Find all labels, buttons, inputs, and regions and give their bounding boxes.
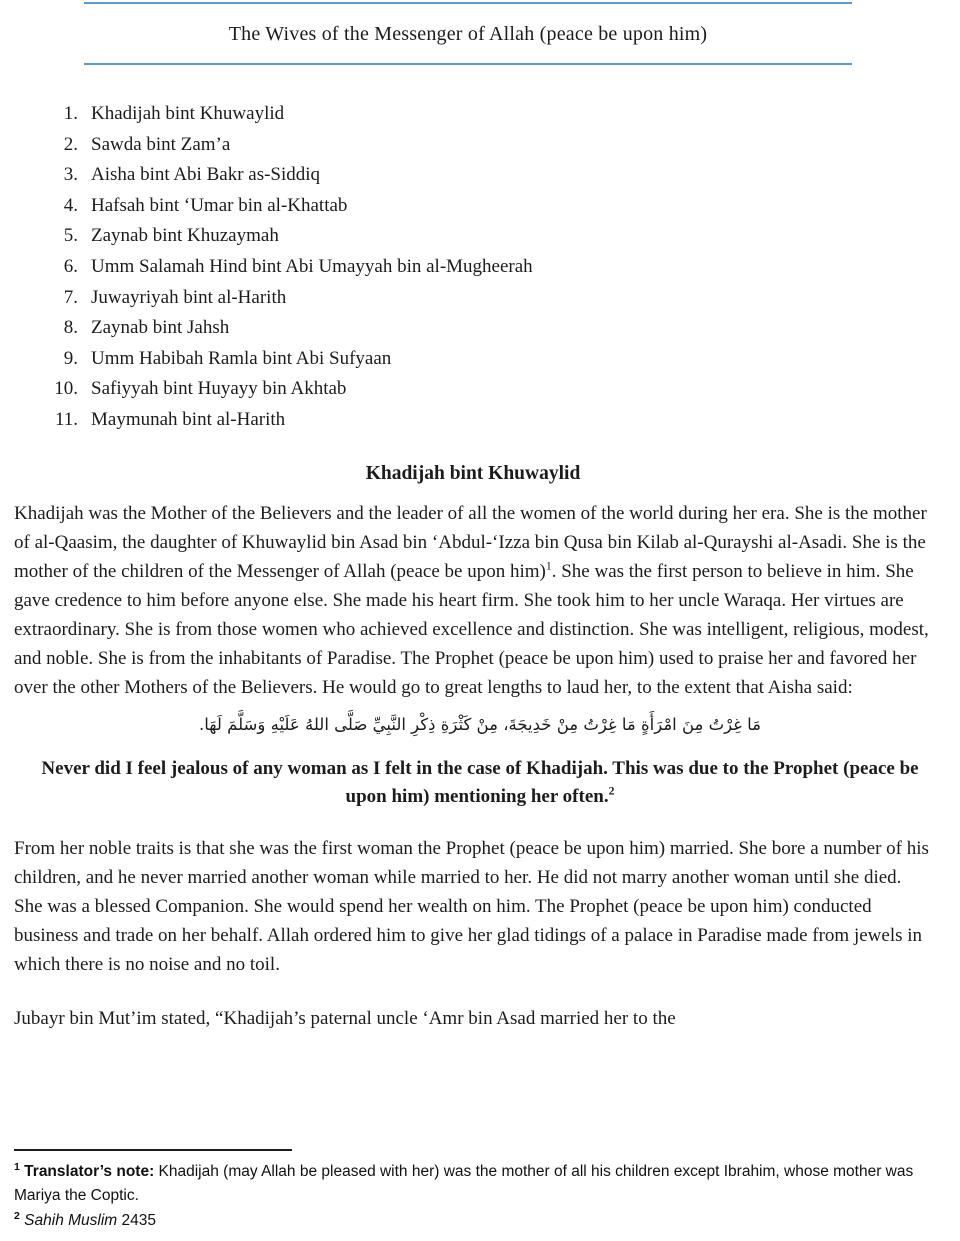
list-item-number: 4. [63,194,78,216]
footnote-number: 1 [14,1160,20,1173]
list-item-number: 9. [63,347,78,369]
quote-text: Never did I feel jealous of any woman as I felt in the case of Khadijah. This was due to the Prophet (peace be upon him) mentioning her often. [41,757,919,808]
list-item-name: Sawda bint Zam’a [91,133,231,155]
paragraph-khadijah-intro [14,499,932,702]
header-rule-bottom [84,63,852,65]
jealousy-quote [32,755,928,812]
list-item-number: 2. [63,133,78,155]
list-item-name: Khadijah bint Khuwaylid [91,103,285,124]
footnote-ref-2: 2 [608,784,615,798]
list-item-number: 1. [63,103,78,124]
list-item [14,283,932,314]
footnote-label: Translator’s note: [24,1162,155,1180]
list-item [14,221,932,252]
list-item-name: Umm Salamah Hind bint Abi Umayyah bin al-Mugheerah [91,255,533,277]
list-item [14,374,932,405]
footnote-separator [14,1149,292,1151]
page-title: The Wives of the Messenger of Allah (peace be upon him) [228,23,708,45]
footnote-translators-note [14,1160,932,1209]
list-item-name: Zaynab bint Khuzaymah [91,225,279,247]
list-item [14,191,932,222]
list-item [14,252,932,283]
list-item-number: 8. [63,317,78,339]
list-item [14,313,932,344]
list-item [14,99,932,130]
paragraph-text: . She was the first person to believe in him. She gave credence to him before anyone else. She made his heart firm. She took him to her uncle Waraqa. Her virtues are extraordinary. She is from those women who achieved excellence and distinction. She was intelligent, religious, modest, and noble. She is from the inhabitants of Paradise. The Prophet (peace be upon him) used to praise her and favored her over the other Mothers of the Believers. He would go to great lengths to laud her, to the extent that Aisha said: [14,560,929,698]
list-item-name: Maymunah bint al-Harith [91,408,286,430]
footnote-area [14,1149,932,1234]
footnote-source: Sahih Muslim [24,1211,118,1229]
wives-list [14,99,932,436]
list-item-name: Aisha bint Abi Bakr as-Siddiq [91,164,321,186]
list-item-number: 5. [63,225,78,247]
section-heading: Khadijah bint Khuwaylid [365,462,581,484]
paragraph-text: Khadijah was the Mother of the Believers and the leader of all the women of the world during her era. She is the mother of al-Qaasim, the daughter of Khuwaylid bin Asad bin ‘Abdul-‘Izza bin Qusa bin Kilab al-Qurayshi al-Asadi. She is the mother of the children of the Messenger of Allah (peace be upon him) [14,502,927,582]
list-item-number: 10. [54,378,78,400]
list-item-number: 6. [63,255,78,277]
list-item-name: Safiyyah bint Huyayy bin Akhtab [91,378,347,400]
list-item-name: Juwayriyah bint al-Harith [91,286,287,308]
list-item-name: Hafsah bint ‘Umar bin al-Khattab [91,194,348,216]
list-item-number: 3. [63,164,78,186]
footnote-text: Khadijah (may Allah be pleased with her) was the mother of all his children except Ibrahim, whose mother was Mariya the Coptic. [14,1162,914,1204]
footnote-sahih-muslim [14,1209,932,1234]
list-item-name: Zaynab bint Jahsh [91,317,230,339]
footnote-ref-1: 1 [545,559,552,573]
list-item-number: 11. [54,408,78,430]
footnote-text: 2435 [117,1211,156,1229]
page-header [84,2,852,65]
list-item [14,160,932,191]
list-item [14,344,932,375]
footnote-number: 2 [14,1209,20,1222]
list-item [14,130,932,161]
list-item [14,405,932,436]
list-item-name: Umm Habibah Ramla bint Abi Sufyaan [91,347,392,369]
list-item-number: 7. [63,286,78,308]
paragraph-jubayr: Jubayr bin Mut’im stated, “Khadijah’s paternal uncle ‘Amr bin Asad married her to the [14,1007,676,1029]
arabic-hadith: مَا غِرْتُ مِنَ امْرَأَةٍ مَا غِرْتُ مِنْ خَدِيجَةَ، مِنْ كَثْرَةِ ذِكْرِ النَّبِيِّ صَلَّى اللهُ عَلَيْهِ وَسَلَّمَ لَهَا. [198,714,762,734]
paragraph-noble-traits: From her noble traits is that she was the first woman the Prophet (peace be upon him) married. She bore a number of his children, and he never married another woman while married to her. He did not marry another woman until she died. She was a blessed Companion. She would spend her wealth on him. The Prophet (peace be upon him) conducted business and trade on her behalf. Allah ordered him to give her glad tidings of a palace in Paradise made from jewels in which there is no noise and no toil. [14,837,929,975]
